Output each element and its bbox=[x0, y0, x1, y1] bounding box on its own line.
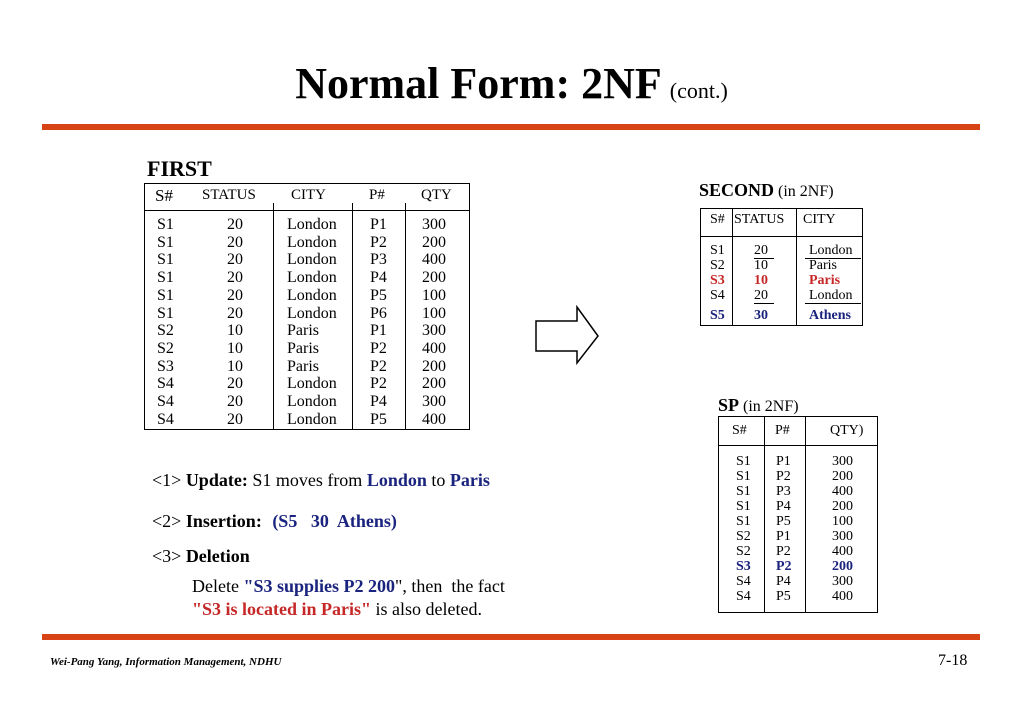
table-cell: S1 bbox=[736, 469, 751, 484]
table-cell: P5 bbox=[370, 286, 387, 304]
second-table-label bbox=[699, 180, 834, 201]
table-cell: P4 bbox=[776, 574, 791, 589]
anomaly-deletion-num: <3> bbox=[152, 546, 182, 566]
sp-column-qty bbox=[832, 454, 853, 604]
anomaly-update-from: London bbox=[366, 470, 427, 490]
deletion-line2-post: is also deleted. bbox=[375, 599, 482, 619]
table-cell: S1 bbox=[736, 499, 751, 514]
table-cell: S1 bbox=[157, 216, 174, 233]
table-cell: London bbox=[287, 233, 337, 251]
anomaly-update-label: Update: bbox=[185, 470, 248, 490]
table-cell: S2 bbox=[736, 544, 751, 559]
table-cell: 20 bbox=[227, 304, 243, 322]
anomaly-update-to: Paris bbox=[449, 470, 490, 490]
title-main: Normal Form: 2NF bbox=[295, 59, 662, 108]
anomaly-update-text1: S1 moves from bbox=[252, 470, 363, 490]
sp-table-label bbox=[718, 395, 799, 416]
table-cell: 200 bbox=[422, 357, 446, 375]
table-cell: P2 bbox=[370, 233, 387, 251]
table-cell: 100 bbox=[422, 304, 446, 322]
second-label-note: (in 2NF) bbox=[778, 183, 834, 200]
anomaly-insertion bbox=[152, 511, 397, 532]
sp-header-s: S# bbox=[732, 423, 747, 438]
table-cell: S1 bbox=[710, 243, 725, 258]
table-cell: 10 bbox=[227, 357, 243, 375]
table-cell: P5 bbox=[776, 514, 791, 529]
sp-table-col-divider bbox=[805, 417, 806, 612]
table-cell: S1 bbox=[157, 233, 174, 251]
second-column-status bbox=[754, 243, 768, 303]
second-column-city bbox=[809, 243, 853, 303]
first-column-status bbox=[227, 216, 243, 428]
deletion-line1-pre: Delete bbox=[192, 576, 239, 596]
table-cell: P5 bbox=[370, 410, 387, 428]
table-cell: 400 bbox=[832, 544, 853, 559]
table-cell: S1 bbox=[157, 251, 174, 269]
table-cell: 10 bbox=[754, 258, 768, 273]
table-cell: 20 bbox=[754, 243, 768, 258]
table-cell: S1 bbox=[157, 269, 174, 287]
sp-label-note: (in 2NF) bbox=[743, 398, 799, 415]
first-table-col-divider bbox=[405, 203, 406, 429]
table-cell: Paris bbox=[287, 339, 319, 357]
table-cell: London bbox=[287, 410, 337, 428]
table-cell: S4 bbox=[157, 393, 174, 411]
first-table-col-divider bbox=[273, 203, 274, 429]
table-cell: London bbox=[287, 393, 337, 411]
deletion-line2-quote: "S3 is located in Paris" bbox=[192, 599, 371, 619]
table-cell: 20 bbox=[227, 233, 243, 251]
second-table-col-divider bbox=[732, 209, 733, 325]
table-cell: London bbox=[287, 375, 337, 393]
anomaly-update-num: <1> bbox=[152, 470, 182, 490]
table-cell: S3 bbox=[736, 559, 751, 574]
table-cell: 200 bbox=[832, 499, 853, 514]
table-cell: 400 bbox=[422, 251, 446, 269]
anomaly-deletion bbox=[152, 546, 250, 567]
sp-label-bold: SP bbox=[718, 395, 740, 415]
first-header-qty: QTY bbox=[421, 187, 452, 203]
table-cell: P4 bbox=[370, 393, 387, 411]
table-cell: 10 bbox=[227, 339, 243, 357]
table-cell: 200 bbox=[422, 375, 446, 393]
table-cell: S2 bbox=[736, 529, 751, 544]
table-cell: S2 bbox=[157, 322, 174, 340]
table-cell: P3 bbox=[776, 484, 791, 499]
table-cell: London bbox=[809, 243, 853, 258]
table-cell: Paris bbox=[287, 322, 319, 340]
first-header-status: STATUS bbox=[202, 187, 256, 203]
sp-table-header-divider bbox=[719, 445, 877, 446]
table-cell: S1 bbox=[736, 454, 751, 469]
second-new-row-s: S5 bbox=[710, 308, 725, 323]
table-cell: 10 bbox=[754, 273, 768, 288]
first-header-city: CITY bbox=[291, 187, 326, 203]
table-cell: 200 bbox=[832, 469, 853, 484]
table-cell: P1 bbox=[370, 216, 387, 233]
anomaly-update-text2: to bbox=[431, 470, 446, 490]
sp-column-s bbox=[736, 454, 751, 604]
second-header-status: STATUS bbox=[734, 212, 785, 227]
table-cell: 300 bbox=[832, 529, 853, 544]
table-cell: 300 bbox=[422, 216, 446, 233]
first-column-s bbox=[157, 216, 174, 428]
table-cell: 20 bbox=[754, 288, 768, 303]
table-cell: S3 bbox=[157, 357, 174, 375]
sp-header-qty: QTY) bbox=[830, 423, 864, 438]
footer-page-number: 7-18 bbox=[938, 652, 968, 669]
table-cell: S4 bbox=[710, 288, 725, 303]
table-cell: 300 bbox=[422, 322, 446, 340]
table-cell: P4 bbox=[370, 269, 387, 287]
table-cell: 20 bbox=[227, 410, 243, 428]
table-cell: P5 bbox=[776, 589, 791, 604]
anomaly-update bbox=[152, 470, 490, 491]
table-cell: P6 bbox=[370, 304, 387, 322]
table-cell: Paris bbox=[809, 258, 837, 273]
sp-column-p bbox=[776, 454, 792, 604]
table-cell: S4 bbox=[736, 589, 751, 604]
table-cell: 20 bbox=[227, 375, 243, 393]
first-header-s: S# bbox=[155, 186, 173, 205]
table-cell: 100 bbox=[422, 286, 446, 304]
table-cell: P2 bbox=[370, 339, 387, 357]
second-table-header-divider bbox=[701, 236, 862, 237]
first-column-p bbox=[370, 216, 387, 428]
table-cell: S1 bbox=[736, 514, 751, 529]
table-cell: 20 bbox=[227, 393, 243, 411]
second-header-city: CITY bbox=[803, 212, 836, 227]
table-cell: P2 bbox=[776, 544, 791, 559]
table-cell: 20 bbox=[227, 251, 243, 269]
table-cell: 400 bbox=[832, 484, 853, 499]
table-cell: P1 bbox=[776, 529, 791, 544]
table-cell: S2 bbox=[157, 339, 174, 357]
sp-table-col-divider bbox=[764, 417, 765, 612]
second-underline bbox=[805, 303, 861, 304]
first-table-col-divider bbox=[352, 203, 353, 429]
table-cell: S3 bbox=[710, 273, 725, 288]
table-cell: S1 bbox=[736, 484, 751, 499]
table-cell: 20 bbox=[227, 269, 243, 287]
anomaly-deletion-label: Deletion bbox=[185, 546, 250, 566]
second-header-s: S# bbox=[710, 212, 725, 227]
footer-author: Wei-Pang Yang, Information Management, NDHU bbox=[50, 656, 282, 668]
table-cell: London bbox=[809, 288, 853, 303]
right-arrow-icon bbox=[534, 305, 602, 367]
second-table-col-divider bbox=[796, 209, 797, 325]
table-cell: 200 bbox=[832, 559, 853, 574]
table-cell: S4 bbox=[157, 375, 174, 393]
table-cell: S1 bbox=[157, 304, 174, 322]
anomaly-insertion-tuple: (S5 30 Athens) bbox=[272, 511, 397, 531]
anomaly-deletion-line1 bbox=[192, 576, 505, 597]
table-cell: S4 bbox=[157, 410, 174, 428]
table-cell: 300 bbox=[832, 574, 853, 589]
first-column-qty bbox=[422, 216, 446, 428]
title-subtitle: (cont.) bbox=[669, 78, 728, 103]
second-label-bold: SECOND bbox=[699, 180, 775, 200]
anomaly-deletion-line2 bbox=[192, 599, 482, 620]
table-cell: Paris bbox=[287, 357, 319, 375]
table-cell: London bbox=[287, 304, 337, 322]
table-cell: P1 bbox=[776, 454, 791, 469]
table-cell: 400 bbox=[832, 589, 853, 604]
slide-title bbox=[0, 58, 1023, 109]
second-column-s bbox=[710, 243, 725, 303]
table-cell: 300 bbox=[832, 454, 853, 469]
table-cell: Paris bbox=[809, 273, 841, 288]
first-table-label: FIRST bbox=[147, 156, 212, 181]
table-cell: 300 bbox=[422, 393, 446, 411]
table-cell: 100 bbox=[832, 514, 853, 529]
table-cell: 20 bbox=[227, 286, 243, 304]
anomaly-insertion-label: Insertion: bbox=[185, 511, 262, 531]
table-cell: P4 bbox=[776, 499, 791, 514]
table-cell: P2 bbox=[370, 357, 387, 375]
table-cell: P2 bbox=[370, 375, 387, 393]
second-underline bbox=[754, 303, 774, 304]
table-cell: London bbox=[287, 251, 337, 269]
table-cell: 400 bbox=[422, 339, 446, 357]
table-cell: S2 bbox=[710, 258, 725, 273]
table-cell: London bbox=[287, 216, 337, 233]
second-new-row-city: Athens bbox=[809, 308, 852, 323]
table-cell: 200 bbox=[422, 233, 446, 251]
table-cell: London bbox=[287, 269, 337, 287]
table-cell: P1 bbox=[370, 322, 387, 340]
anomaly-insertion-num: <2> bbox=[152, 511, 182, 531]
table-cell: P2 bbox=[776, 469, 791, 484]
deletion-line1-post: ", then the fact bbox=[395, 576, 505, 596]
top-divider bbox=[42, 124, 980, 130]
first-header-p: P# bbox=[369, 187, 385, 203]
first-column-city bbox=[287, 216, 337, 428]
second-new-row-status: 30 bbox=[754, 308, 768, 323]
deletion-line1-quote: "S3 supplies P2 200 bbox=[243, 576, 396, 596]
table-cell: 400 bbox=[422, 410, 446, 428]
bottom-divider bbox=[42, 634, 980, 640]
table-cell: 200 bbox=[422, 269, 446, 287]
table-cell: 20 bbox=[227, 216, 243, 233]
table-cell: S1 bbox=[157, 286, 174, 304]
table-cell: P2 bbox=[776, 559, 792, 574]
sp-header-p: P# bbox=[775, 423, 790, 438]
first-table-header-divider bbox=[145, 210, 469, 211]
table-cell: P3 bbox=[370, 251, 387, 269]
table-cell: S4 bbox=[736, 574, 751, 589]
table-cell: 10 bbox=[227, 322, 243, 340]
table-cell: London bbox=[287, 286, 337, 304]
